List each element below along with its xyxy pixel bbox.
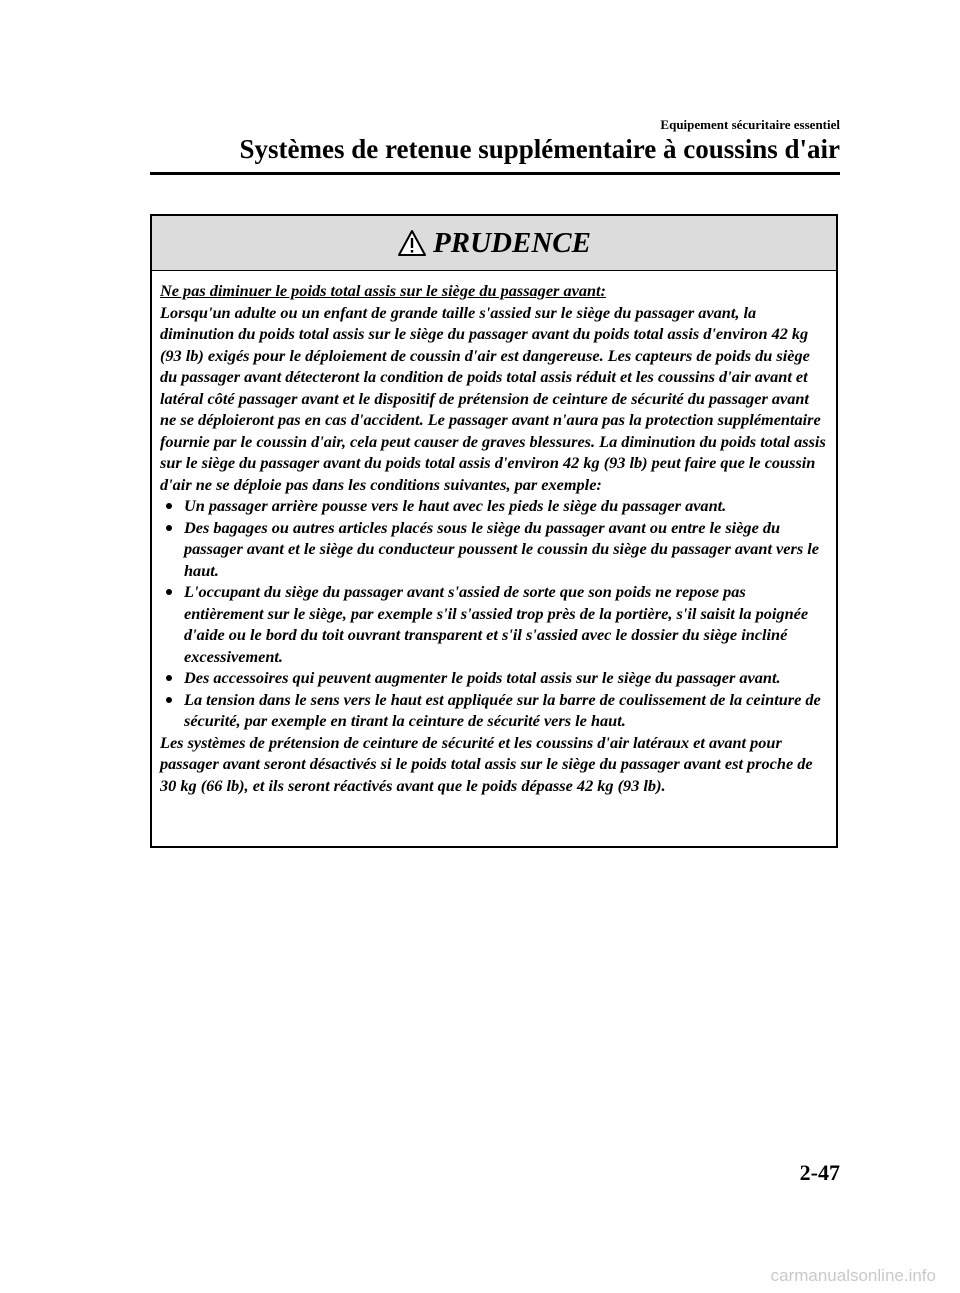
- caution-closing: Les systèmes de prétension de ceinture de sécurité et les coussins d'air latéraux et avant pour passager avant seront désactivés si le poids total assis sur le siège du passager avant est proche de 30 kg (66 lb), et ils seront réactivés avant que le poids dépasse 42 kg (93 lb).: [160, 732, 813, 795]
- warning-triangle-icon: [397, 229, 427, 257]
- caution-title: PRUDENCE: [433, 226, 591, 259]
- watermark: carmanualsonline.info: [770, 1266, 936, 1285]
- header-divider: [150, 172, 840, 175]
- page-title: Systèmes de retenue supplémentaire à coussins d'air: [239, 134, 840, 164]
- list-item: Des accessoires qui peuvent augmenter le poids total assis sur le siège du passager avant.: [160, 667, 828, 689]
- list-item: Des bagages ou autres articles placés sous le siège du passager avant ou entre le siège du passager avant et le siège du conducteur poussent le coussin du siège du passager avant vers le haut.: [160, 517, 828, 582]
- list-item: Un passager arrière pousse vers le haut avec les pieds le siège du passager avant.: [160, 495, 828, 517]
- caution-body: [152, 271, 836, 796]
- caution-intro: Lorsqu'un adulte ou un enfant de grande taille s'assied sur le siège du passager avant, la diminution du poids total assis sur le siège du passager avant du poids total assis d'environ 42 kg (93 lb) exigés pour le déploiement de coussin d'air est dangereuse. Les capteurs de poids du siège du passager avant détecteront la condition de poids total assis réduit et les coussins d'air avant et latéral côté passager avant et le dispositif de prétension de ceinture de sécurité du passager avant ne se déploieront pas en cas d'accident. Le passager avant n'aura pas la protection supplémentaire fournie par le coussin d'air, cela peut causer de graves blessures. La diminution du poids total assis sur le siège du passager avant du poids total assis d'environ 42 kg (93 lb) peut faire que le coussin d'air ne se déploie pas dans les conditions suivantes, par exemple:: [160, 302, 826, 494]
- list-item: L'occupant du siège du passager avant s'assied de sorte que son poids ne repose pas entièrement sur le siège, par exemple s'il s'assied trop près de la portière, s'il saisit la poignée d'aide ou le bord du toit ouvrant transparent et s'il s'assied avec le dossier du siège incliné excessivement.: [160, 581, 828, 667]
- caution-subheading: Ne pas diminuer le poids total assis sur le siège du passager avant:: [160, 281, 606, 300]
- caution-box: [150, 214, 838, 848]
- section-label: Equipement sécuritaire essentiel: [660, 117, 840, 132]
- list-item: La tension dans le sens vers le haut est appliquée sur la barre de coulissement de la ceinture de sécurité, par exemple en tirant la ceinture de sécurité vers le haut.: [160, 689, 828, 732]
- caution-bullet-list: [160, 495, 828, 732]
- caution-header: [152, 216, 836, 271]
- page-number: 2-47: [799, 1160, 840, 1185]
